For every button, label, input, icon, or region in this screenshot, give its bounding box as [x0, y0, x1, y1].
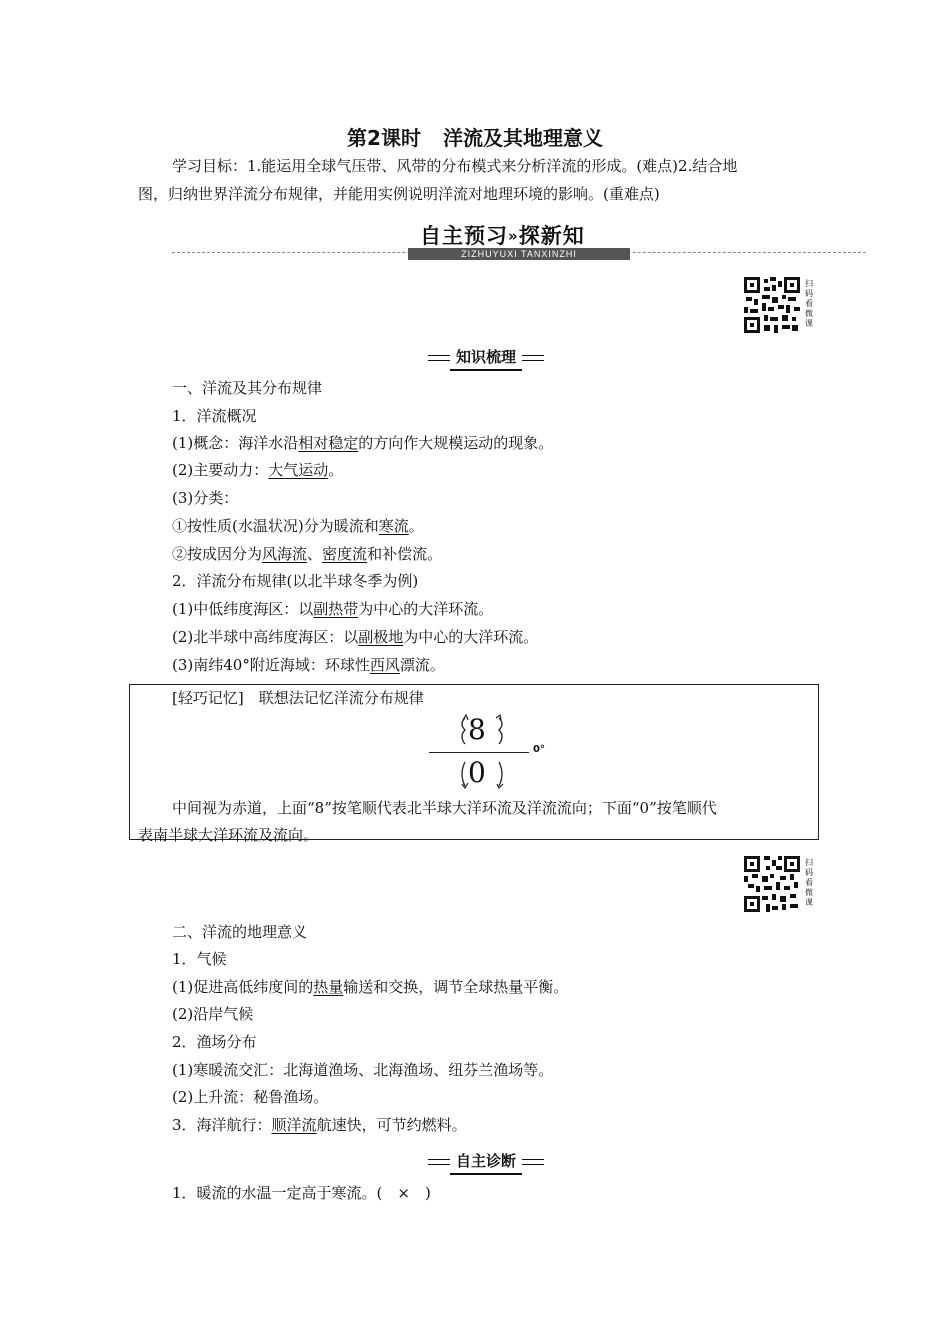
answer-blank: 副极地: [358, 628, 404, 646]
qr-code-icon[interactable]: [744, 856, 800, 912]
section-tag-diagnosis: [428, 1148, 544, 1175]
text: (1)概念：海洋水沿: [172, 434, 299, 452]
qr-caption-char: 微: [805, 309, 813, 318]
answer-blank: 相对稳定: [298, 434, 359, 452]
s1-subheading-1: 1．洋流概况: [172, 407, 257, 425]
qr-caption-char: 课: [805, 898, 813, 907]
s2-line-upwelling: (2)上升流：秘鲁渔场。: [172, 1088, 329, 1106]
s1-heading: 一、洋流及其分布规律: [172, 379, 323, 397]
qr-caption-char: 课: [805, 319, 813, 328]
tag-bar-right: [522, 1159, 544, 1165]
text: (2)北半球中高纬度海区：以: [172, 628, 359, 646]
text: 、: [307, 545, 323, 563]
memo-text-1: 中间视为赤道，上面“8”按笔顺代表北半球大洋环流及洋流流向；下面“0”按笔顺代: [172, 799, 717, 817]
text: 和补偿流。: [367, 545, 443, 563]
objective-line-1: 学习目标：1.能运用全球气压带、风带的分布模式来分析洋流的形成。(难点)2.结合地: [172, 157, 738, 175]
qr-caption-char: 扫: [805, 279, 813, 288]
s1-line-concept: [172, 433, 553, 453]
qr-caption-char: 扫: [805, 858, 813, 867]
diagnosis-question-1: 1．暖流的水温一定高于寒流。( × ): [172, 1184, 431, 1202]
qr-caption-char: 微: [805, 888, 813, 897]
text: 航速快，可节约燃料。: [316, 1116, 467, 1134]
s1-subheading-2: 2．洋流分布规律(以北半球冬季为例): [172, 572, 419, 590]
answer-blank: 密度流: [322, 545, 368, 563]
page-title: [0, 122, 950, 151]
text: (1)中低纬度海区：以: [172, 600, 314, 618]
text: ①按性质(水温状况)分为暖流和: [172, 517, 379, 535]
objective-line-2: 图，归纳世界洋流分布规律，并能用实例说明洋流对地理环境的影响。(重难点): [138, 185, 660, 203]
qr-caption-char: 码: [805, 289, 813, 298]
lesson-name: 洋流及其地理意义: [442, 126, 603, 150]
s2-line-confluence: (1)寒暖流交汇：北海道渔场、北海渔场、纽芬兰渔场等。: [172, 1061, 554, 1079]
qr-caption-char: 看: [805, 299, 813, 308]
text: (1)促进高低纬度间的: [172, 978, 314, 996]
section-tag-label: 自主诊断: [450, 1148, 522, 1175]
section-tag-knowledge: [428, 344, 544, 371]
answer-blank: 大气运动: [268, 461, 329, 479]
s2-line-heat: [172, 977, 568, 997]
s1-line-cause: [172, 544, 442, 564]
s1-line-south: [172, 655, 445, 675]
answer-blank: 寒流: [378, 517, 409, 535]
answer-blank: 风海流: [262, 545, 308, 563]
s2-line-coastal: (2)沿岸气候: [172, 1005, 254, 1023]
qr-code-icon[interactable]: [744, 277, 800, 333]
text: 输送和交换，调节全球热量平衡。: [343, 978, 569, 996]
text: 。: [408, 517, 424, 535]
text: 为中心的大洋环流。: [403, 628, 539, 646]
tag-bar-left: [428, 355, 450, 361]
answer-blank: 热量: [313, 978, 344, 996]
answer-blank: 副热带: [313, 600, 359, 618]
text: 为中心的大洋环流。: [358, 600, 494, 618]
s2-subheading-2: 2．渔场分布: [172, 1033, 257, 1051]
s2-subheading-1: 1．气候: [172, 950, 227, 968]
answer-blank: 顺洋流: [271, 1116, 317, 1134]
s1-line-class: (3)分类：: [172, 489, 239, 507]
banner-title-right: 探新知: [518, 224, 585, 248]
text: 。: [328, 461, 344, 479]
text: 漂流。: [399, 656, 445, 674]
memo-diagram: [429, 712, 559, 790]
qr-caption-char: 码: [805, 868, 813, 877]
memo-heading: [轻巧记忆] 联想法记忆洋流分布规律: [172, 689, 424, 707]
qr-caption: [805, 279, 815, 329]
text: 3．海洋航行：: [172, 1116, 272, 1134]
lesson-number: 第2课时: [347, 126, 421, 150]
digit-eight: 8: [468, 713, 486, 746]
s2-line-navigation: [172, 1115, 467, 1135]
memo-text-2: 表南半球大洋环流及流向。: [138, 826, 319, 844]
banner-title: [420, 220, 585, 250]
text: (2)主要动力：: [172, 461, 269, 479]
tag-bar-left: [428, 1159, 450, 1165]
banner-subtitle: ZIZHUYUXI TANXINZHI: [408, 248, 630, 260]
flow-arrows-icon: [457, 712, 507, 792]
s2-heading: 二、洋流的地理意义: [172, 923, 308, 941]
double-arrow-icon: »: [508, 227, 519, 245]
section-tag-label: 知识梳理: [450, 344, 522, 371]
answer-blank: 西风: [369, 656, 400, 674]
text: 的方向作大规模运动的现象。: [358, 434, 554, 452]
digit-zero: 0: [468, 756, 486, 789]
tag-bar-right: [522, 355, 544, 361]
s1-line-low-lat: [172, 599, 493, 619]
qr-caption-char: 看: [805, 878, 813, 887]
s1-line-high-lat: [172, 627, 538, 647]
equator-label: 0°: [533, 744, 545, 755]
qr-caption: [805, 858, 815, 908]
text: ②按成因分为: [172, 545, 263, 563]
s1-line-driver: [172, 460, 343, 480]
text: (3)南纬40°附近海域：环球性: [172, 656, 370, 674]
banner-title-left: 自主预习: [420, 224, 508, 248]
s1-line-nature: [172, 516, 424, 536]
